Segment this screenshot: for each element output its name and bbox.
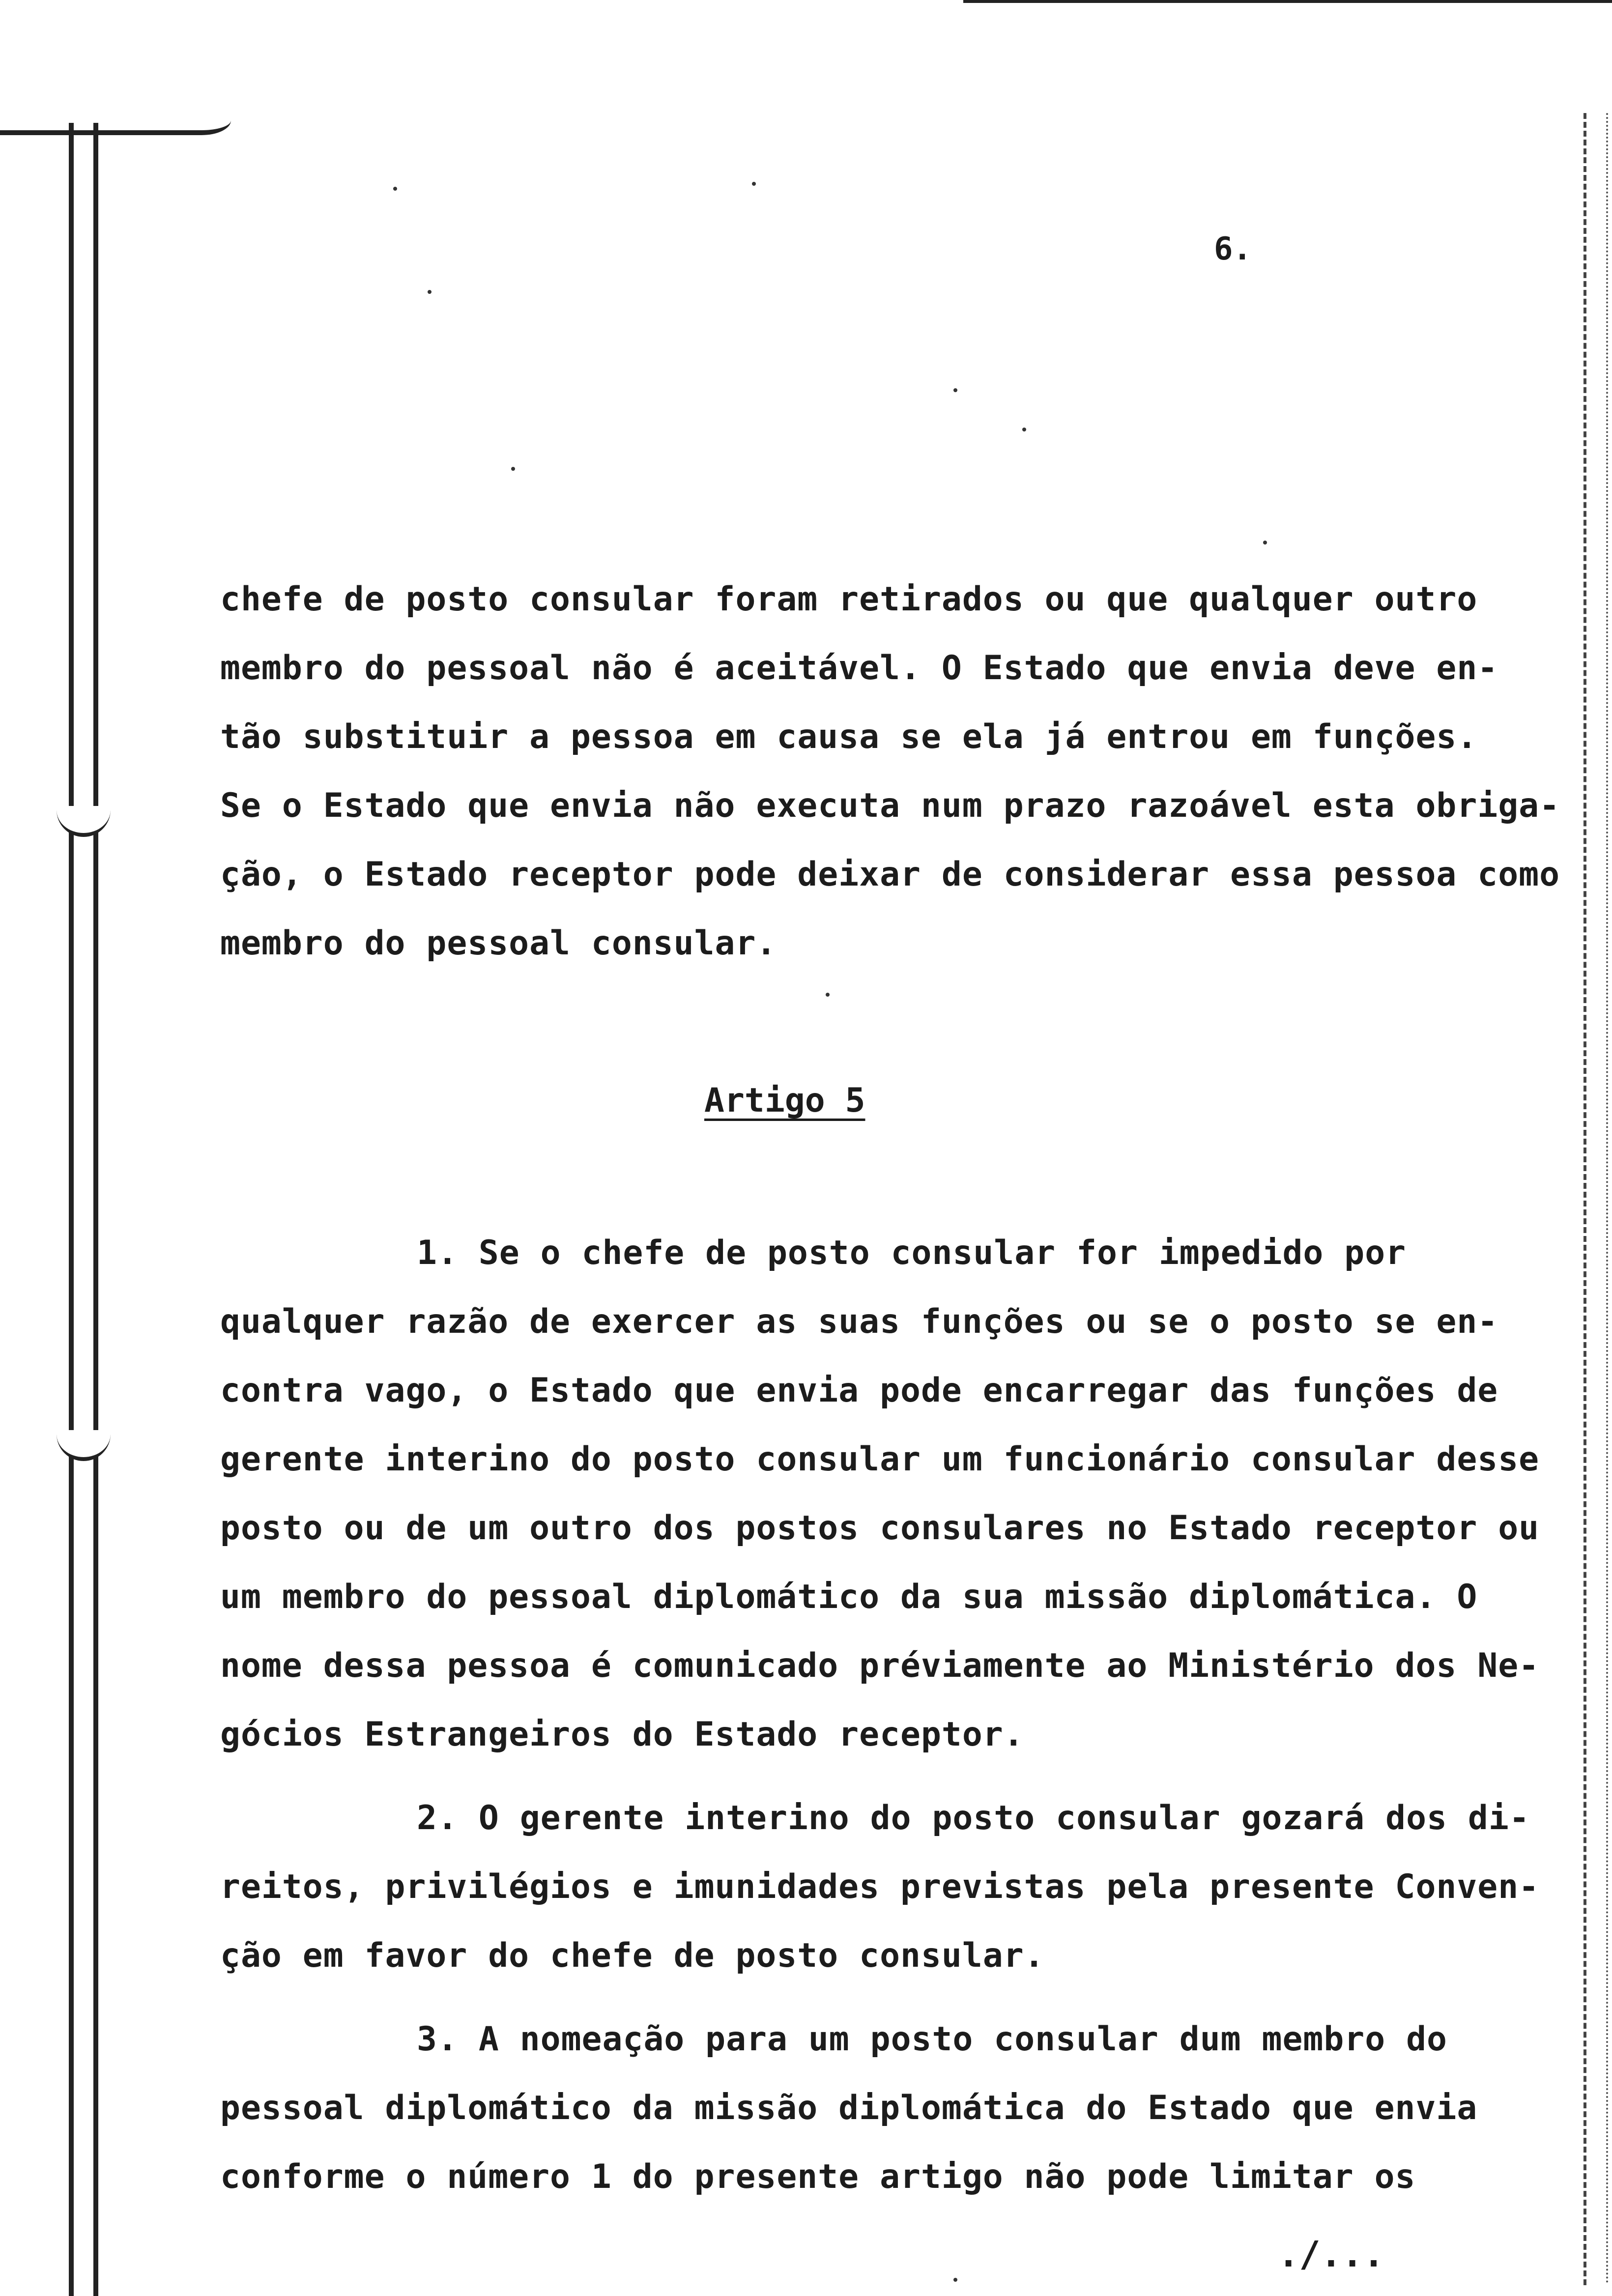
text-line: gerente interino do posto consular um funcionário consular desse — [220, 1440, 1540, 1479]
text-line: 1. Se o chefe de posto consular for impedido por — [417, 1234, 1407, 1272]
text-line: membro do pessoal consular. — [220, 924, 777, 963]
text-line: reitos, privilégios e imunidades previstas pela presente Conven- — [220, 1867, 1540, 1906]
paper-speck — [953, 2278, 957, 2282]
paper-speck — [511, 467, 515, 471]
continuation-mark: ./... — [1278, 2234, 1384, 2275]
top-edge-rule — [963, 0, 1612, 3]
paper-speck — [1263, 541, 1267, 545]
text-line: gócios Estrangeiros do Estado receptor. — [220, 1715, 1024, 1754]
page-number: 6. — [1214, 231, 1252, 267]
text-line: um membro do pessoal diplomático da sua missão diplomática. O — [220, 1578, 1478, 1616]
text-line: ção, o Estado receptor pode deixar de considerar essa pessoa como — [220, 855, 1560, 894]
text-line: pessoal diplomático da missão diplomática do Estado que envia — [220, 2089, 1478, 2127]
right-edge-perforation-outer — [1606, 113, 1608, 2285]
text-line: posto ou de um outro dos postos consulares no Estado receptor ou — [220, 1509, 1540, 1548]
document-body — [220, 565, 1560, 2211]
text-line: contra vago, o Estado que envia pode encarregar das funções de — [220, 1371, 1498, 1410]
text-line: qualquer razão de exercer as suas funções ou se o posto se en- — [220, 1302, 1498, 1341]
paper-speck — [1022, 428, 1026, 431]
binding-notch-lower — [57, 1430, 111, 1461]
binding-top-curve — [0, 106, 231, 135]
article-heading — [220, 1076, 1537, 1125]
text-line: membro do pessoal não é aceitável. O Estado que envia deve en- — [220, 649, 1498, 688]
text-line: conforme o número 1 do presente artigo não pode limitar os — [220, 2157, 1416, 2196]
binding-notch-upper — [57, 806, 111, 837]
article-item-2 — [220, 1784, 1540, 1990]
text-line: Se o Estado que envia não executa num prazo razoável esta obriga- — [220, 786, 1560, 825]
article-heading-text: Artigo 5 — [704, 1081, 865, 1120]
article-item-3 — [220, 2005, 1537, 2211]
article-item-1 — [220, 1219, 1540, 1769]
right-edge-perforation — [1583, 113, 1586, 2285]
paper-speck — [428, 290, 432, 294]
text-line: tão substituir a pessoa em causa se ela já entrou em funções. — [220, 718, 1478, 756]
paper-speck — [393, 187, 397, 191]
text-line: 2. O gerente interino do posto consular gozará dos di- — [417, 1799, 1530, 1837]
paper-speck — [953, 388, 957, 392]
text-line: ção em favor do chefe de posto consular. — [220, 1936, 1045, 1975]
paragraph-continued — [220, 565, 1560, 978]
text-line: chefe de posto consular foram retirados ou que qualquer outro — [220, 580, 1478, 619]
binding-strip — [69, 123, 98, 2296]
paper-speck — [752, 182, 756, 186]
text-line: nome dessa pessoa é comunicado préviamente ao Ministério dos Ne- — [220, 1646, 1540, 1685]
text-line: 3. A nomeação para um posto consular dum membro do — [417, 2020, 1447, 2059]
